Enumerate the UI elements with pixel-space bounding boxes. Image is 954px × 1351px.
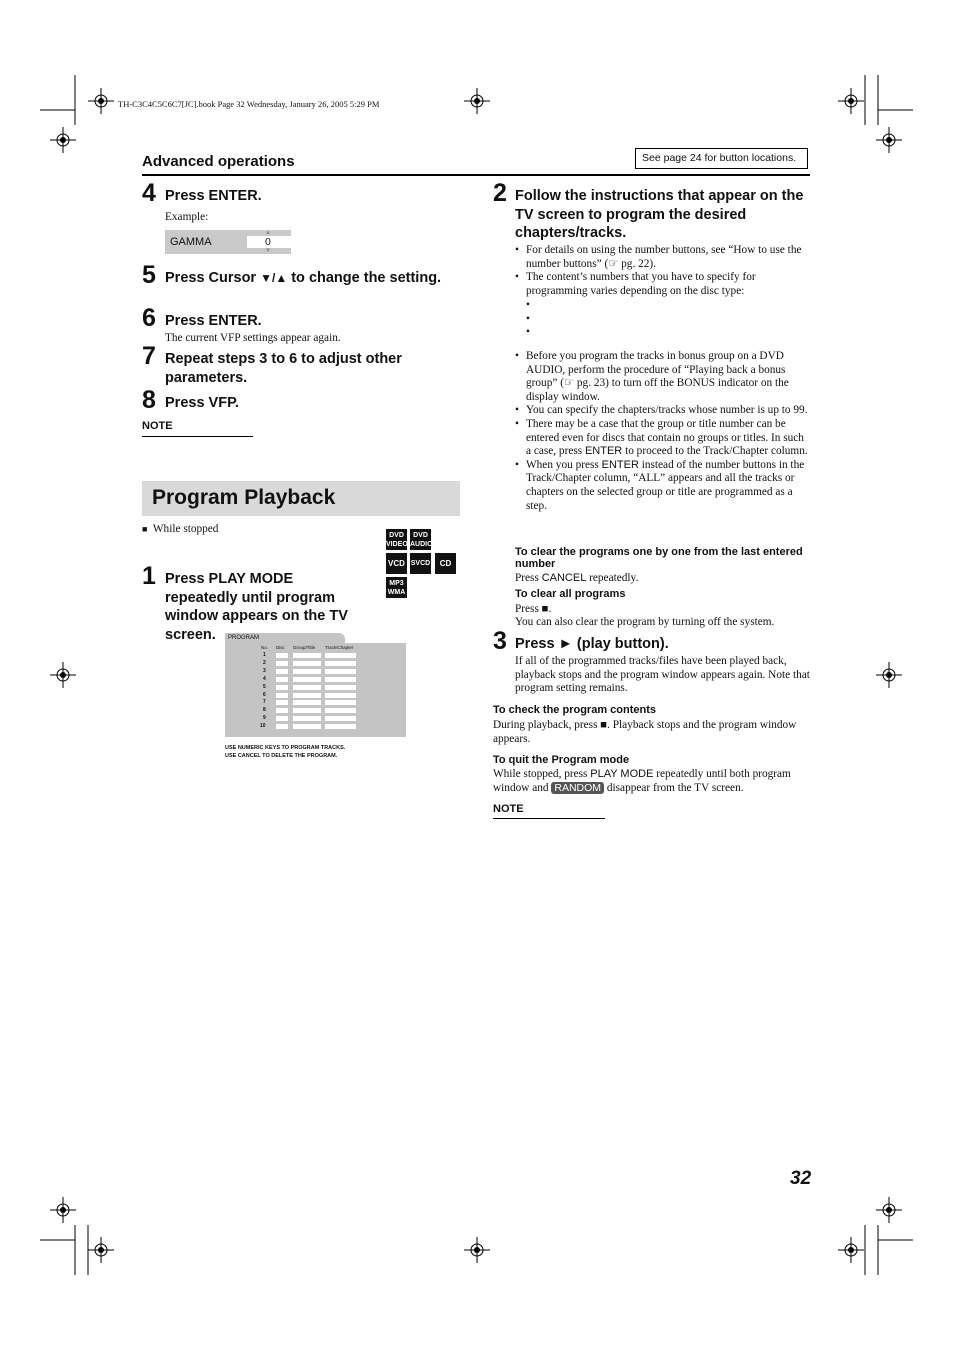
disc-cell: [276, 685, 288, 690]
column-header: Group/Title: [293, 645, 316, 650]
bullet-list: [515, 350, 811, 513]
row-number: 3: [263, 667, 266, 674]
subheading: To clear all programs: [515, 588, 626, 600]
track-chapter-cell: [325, 677, 356, 682]
row-number: 2: [263, 659, 266, 666]
step-title: Press ENTER.: [165, 313, 262, 329]
crosshair-icon: [88, 1237, 114, 1263]
row-number: 4: [263, 675, 266, 682]
group-title-cell: [293, 716, 321, 721]
crosshair-icon: [876, 1197, 902, 1223]
cursor-arrows-icon: ▼/▲: [260, 271, 288, 285]
group-title-cell: [293, 724, 321, 729]
crosshair-icon: [464, 88, 490, 114]
program-row: [225, 684, 406, 691]
note-label: NOTE: [493, 803, 524, 815]
step-number: 1: [142, 562, 156, 590]
crosshair-icon: [876, 127, 902, 153]
row-number: 7: [263, 699, 266, 706]
bullet-list: [515, 244, 811, 298]
body-text: While stopped, press PLAY MODE repeatedly until both program window and RANDOM disappear from the TV screen.: [493, 768, 791, 794]
group-title-cell: [293, 685, 321, 690]
crosshair-icon: [50, 1197, 76, 1223]
note-rule: [142, 436, 253, 437]
bullet-item: • The content’s numbers that you have to specify for programming varies depending on the disc type:: [515, 271, 811, 298]
triangle-up-icon: ▲: [265, 230, 271, 236]
disc-cell: [276, 724, 288, 729]
step-number: 2: [493, 179, 507, 207]
step-number: 4: [142, 179, 156, 207]
disc-cell: [276, 653, 288, 658]
step-title: Press PLAY MODE repeatedly until program window appears on the TV screen.: [165, 571, 348, 643]
crosshair-icon: [838, 88, 864, 114]
step-text: If all of the programmed tracks/files have been played back, playback stops and the program window appears again. Note that program setting remains.: [515, 655, 810, 695]
disc-cell: [276, 661, 288, 666]
section-title: Advanced operations: [142, 153, 295, 170]
body-text: Press CANCEL repeatedly.: [515, 572, 639, 584]
program-window-title: PROGRAM: [228, 635, 260, 641]
sub-bullet: •: [526, 299, 530, 311]
row-number: 5: [263, 683, 266, 690]
program-window: [225, 633, 406, 737]
disc-cell: [276, 700, 288, 705]
group-title-cell: [293, 708, 321, 713]
body-text: During playback, press ■. Playback stops and the program window appears.: [493, 719, 797, 745]
page-number: 32: [790, 1168, 812, 1189]
row-number: 9: [263, 715, 266, 722]
track-chapter-cell: [325, 693, 356, 698]
subheading: To clear the programs one by one from the last entered number: [515, 546, 803, 570]
subheading: To quit the Program mode: [493, 754, 630, 766]
random-indicator: RANDOM: [551, 782, 604, 794]
crosshair-icon: [876, 662, 902, 688]
step-title: Press ENTER.: [165, 188, 262, 204]
track-chapter-cell: [325, 724, 356, 729]
column-header: Track/Chapter: [325, 645, 354, 650]
row-number: 10: [260, 723, 266, 730]
mp3-wma-badge: MP3 WMA: [386, 577, 407, 598]
bullet-item: • Before you program the tracks in bonus group on a DVD AUDIO, perform the procedure of “Playing back a bonus group” (☞ pg. 23) to turn off the BONUS indicator on the display window.: [515, 350, 811, 404]
section-banner: [142, 481, 460, 516]
step-number: 8: [142, 386, 156, 414]
crosshair-icon: [88, 88, 114, 114]
step-number: 6: [142, 304, 156, 332]
program-row: [225, 676, 406, 683]
row-number: 1: [263, 652, 266, 658]
group-title-cell: [293, 693, 321, 698]
disc-cell: [276, 669, 288, 674]
group-title-cell: [293, 661, 321, 666]
column-header: No.: [261, 645, 269, 650]
book-info-line: TH-C3C4C5C6C7[JC].book Page 32 Wednesday, January 26, 2005 5:29 PM: [118, 99, 380, 109]
step-text: Example:: [165, 211, 209, 223]
step-title: Press Cursor ▼/▲ to change the setting.: [165, 270, 442, 286]
crosshair-icon: [838, 1237, 864, 1263]
program-row: [225, 668, 406, 675]
dvd-video-badge: DVD VIDEO: [386, 529, 407, 550]
program-window-footer: USE NUMERIC KEYS TO PROGRAM TRACKS.: [225, 745, 346, 751]
step-title: Press VFP.: [165, 395, 239, 411]
track-chapter-cell: [325, 669, 356, 674]
program-row: [225, 699, 406, 706]
cd-badge: CD: [435, 553, 456, 574]
row-number: 6: [263, 691, 266, 698]
program-row: [225, 715, 406, 722]
crosshair-icon: [50, 127, 76, 153]
step-title: Press ► (play button).: [515, 636, 669, 652]
row-number: 8: [263, 707, 266, 714]
step-title: Repeat steps 3 to 6 to adjust other parameters.: [165, 351, 402, 386]
triangle-down-icon: ▼: [265, 248, 271, 254]
bullet-item: • For details on using the number buttons, see “How to use the number buttons” (☞ pg. 22).: [515, 244, 811, 271]
bullet-item: • There may be a case that the group or title number can be entered even for discs that contain no groups or titles. In such a case, press ENTER to proceed to the Track/Chapter column.: [515, 418, 811, 459]
group-title-cell: [293, 653, 321, 658]
vcd-badge: VCD: [386, 553, 407, 574]
body-text: Press ■.: [515, 603, 552, 615]
program-row: [225, 652, 406, 659]
track-chapter-cell: [325, 716, 356, 721]
bullet-item: • When you press ENTER instead of the number buttons in the Track/Chapter column, “ALL” appears and all the tracks or chapters on the selected group or title are programmed as a step.: [515, 459, 811, 513]
group-title-cell: [293, 669, 321, 674]
track-chapter-cell: [325, 661, 356, 666]
note-rule: [493, 818, 605, 819]
step-number: 3: [493, 627, 507, 655]
program-row: [225, 723, 406, 730]
step-number: 5: [142, 261, 156, 289]
step-title: Follow the instructions that appear on the TV screen to program the desired chapters/tracks.: [515, 188, 804, 241]
stop-icon: ■: [142, 524, 148, 534]
svcd-badge: SVCD: [410, 553, 431, 574]
sub-bullet: •: [526, 326, 530, 338]
group-title-cell: [293, 700, 321, 705]
group-title-cell: [293, 677, 321, 682]
gamma-example: [165, 230, 291, 254]
disc-cell: [276, 693, 288, 698]
gamma-label: GAMMA: [170, 236, 212, 248]
dvd-audio-badge: DVD AUDIO: [410, 529, 431, 550]
crosshair-icon: [50, 662, 76, 688]
disc-cell: [276, 716, 288, 721]
track-chapter-cell: [325, 708, 356, 713]
track-chapter-cell: [325, 685, 356, 690]
disc-cell: [276, 677, 288, 682]
step-text: The current VFP settings appear again.: [165, 332, 341, 344]
body-text: You can also clear the program by turning off the system.: [515, 616, 775, 628]
step-number: 7: [142, 342, 156, 370]
button-locations-box: See page 24 for button locations.: [635, 148, 808, 169]
section-heading: Program Playback: [152, 486, 336, 509]
condition-line: ■ While stopped: [142, 523, 219, 535]
note-label: NOTE: [142, 420, 173, 432]
crosshair-icon: [464, 1237, 490, 1263]
track-chapter-cell: [325, 700, 356, 705]
track-chapter-cell: [325, 653, 356, 658]
header-rule: [142, 174, 810, 176]
program-row: [225, 707, 406, 714]
sub-bullet: •: [526, 313, 530, 325]
program-row: [225, 692, 406, 699]
program-row: [225, 660, 406, 667]
subheading: To check the program contents: [493, 704, 656, 716]
column-header: Disc: [276, 645, 285, 650]
program-window-footer: USE CANCEL TO DELETE THE PROGRAM.: [225, 753, 338, 759]
gamma-value: 0: [247, 236, 291, 248]
bullet-item: • You can specify the chapters/tracks whose number is up to 99.: [515, 404, 811, 418]
disc-cell: [276, 708, 288, 713]
